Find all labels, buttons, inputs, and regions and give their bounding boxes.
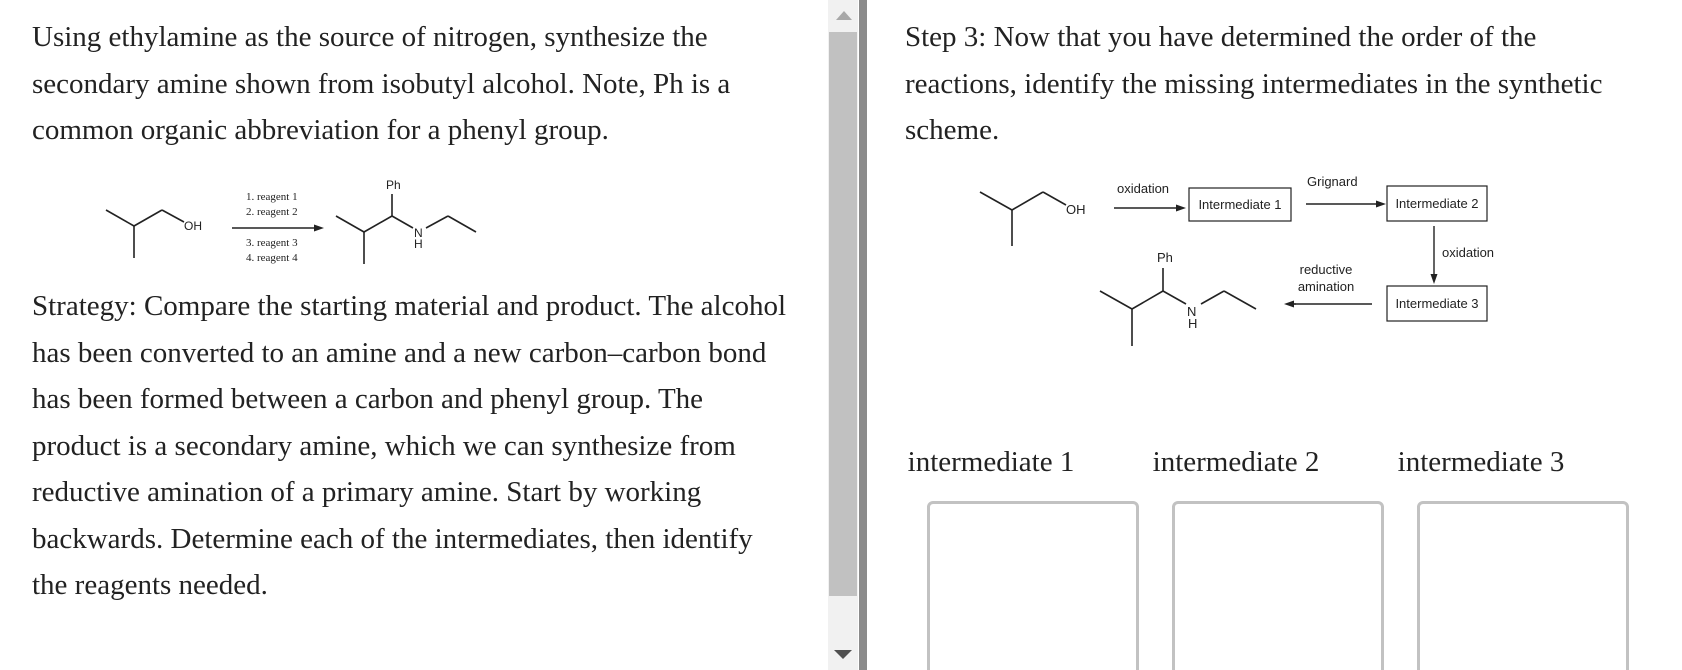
scheme-starting-alcohol [980, 192, 1066, 246]
product-amine-structure [336, 194, 476, 264]
intermediate-2-label: intermediate 2 [1152, 446, 1320, 478]
scheme-product-amine [1100, 268, 1256, 346]
scroll-up-arrow-icon[interactable] [836, 11, 852, 20]
intermediate-2-dropzone[interactable] [1172, 501, 1384, 670]
scrollbar-thumb[interactable] [829, 32, 857, 596]
amination-label: amination [1297, 279, 1355, 294]
problem-statement: Using ethylamine as the source of nitrogen, synthesize the secondary amine shown from isobutyl alcohol. Note, Ph is a common organic abbreviation for a phenyl group. [32, 21, 731, 146]
intermediate-3-label: intermediate 3 [1397, 446, 1565, 478]
reagent-1-label: 1. reagent 1 [246, 191, 298, 203]
scheme-oh-label: OH [1066, 202, 1086, 217]
intermediate-3-dropzone[interactable] [1417, 501, 1629, 670]
oxidation-2-label: oxidation [1442, 245, 1495, 260]
isobutyl-alcohol-structure [106, 210, 184, 258]
reagent-3-label: 3. reagent 3 [246, 237, 298, 249]
intermediate-1-dropzone[interactable] [927, 501, 1139, 670]
scheme-n-label: N [1187, 304, 1197, 319]
reagent-2-label: 2. reagent 2 [246, 206, 298, 218]
intermediate-3-box-label: Intermediate 3 [1395, 296, 1479, 311]
left-pane [0, 0, 828, 670]
scheme-h-label: H [1188, 316, 1198, 331]
step-3-instructions: Step 3: Now that you have determined the order of the reactions, identify the missing intermediates in the synthetic scheme. [905, 21, 1603, 146]
synthetic-scheme [867, 160, 1682, 360]
scroll-down-arrow-icon[interactable] [834, 650, 852, 659]
grignard-label: Grignard [1307, 174, 1358, 189]
n-label: N [414, 226, 423, 240]
oxidation-1-label: oxidation [1117, 181, 1170, 196]
right-pane [867, 0, 1682, 670]
h-label: H [414, 237, 423, 251]
intermediate-1-label: intermediate 1 [907, 446, 1075, 478]
scheme-ph-label: Ph [1157, 250, 1173, 265]
strategy-text: Strategy: Compare the starting material and product. The alcohol has been converted to an amine and a new carbon–carbon bond has been formed between a carbon and phenyl group. The product is a secondary amine, which we can synthesize from reductive amination of a primary amine. Start by working backwards. Determine each of the intermediates, then identify the reagents needed. [32, 290, 787, 601]
pane-divider[interactable] [859, 0, 867, 670]
reductive-label: reductive [1299, 262, 1353, 277]
intermediate-1-box-label: Intermediate 1 [1198, 197, 1282, 212]
reagent-4-label: 4. reagent 4 [246, 252, 298, 264]
ph-label: Ph [386, 178, 401, 192]
intermediate-2-box-label: Intermediate 2 [1395, 196, 1479, 211]
target-synthesis-scheme [95, 168, 495, 276]
oh-label: OH [184, 219, 202, 233]
